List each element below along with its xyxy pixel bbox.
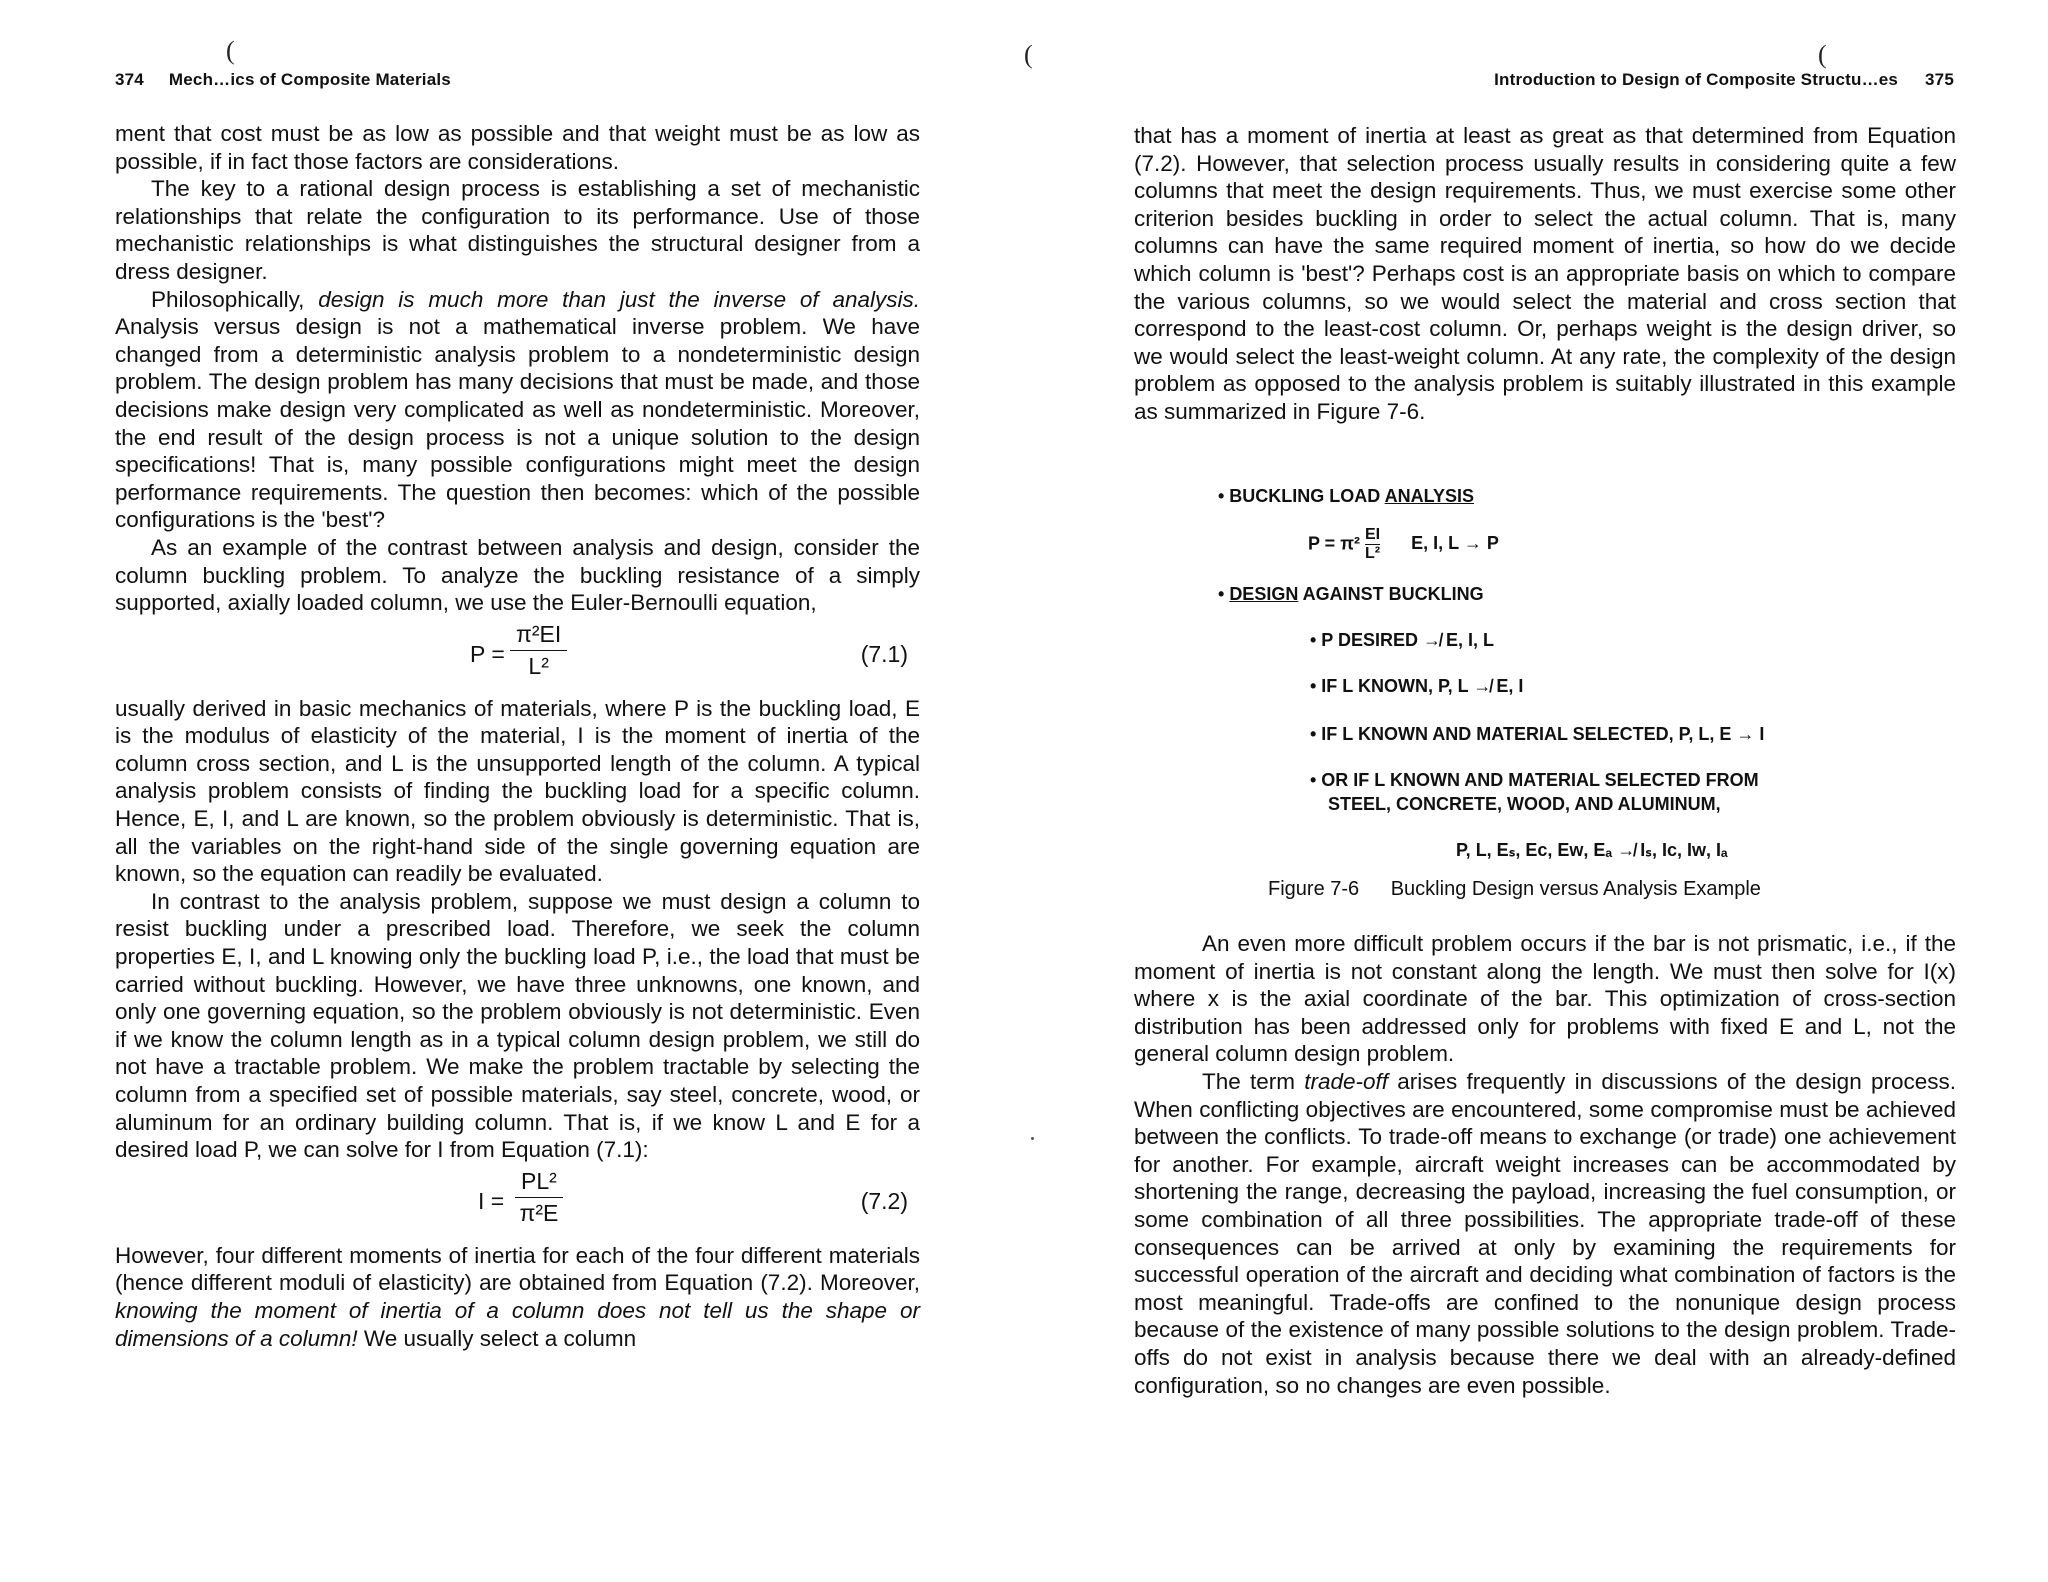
equation-denominator: π²E — [519, 1199, 559, 1226]
scan-mark: ( — [226, 36, 235, 65]
paragraph: usually derived in basic mechanics of materials, where P is the buckling load, E is the modulus of elasticity of the material, I is the moment of inertia of the column cross section, and L is the unsupported length of the column. A typical analysis problem consists of finding the buckling load for a specific column. Hence, E, I, and L are known, so the problem obviously is deterministic. That is, all the variables on the right-hand side of the single governing equation are known, so the equation can readily be evaluated. — [115, 695, 920, 887]
equation-fraction — [515, 1166, 563, 1228]
equation-lhs: I = — [478, 1187, 505, 1214]
right-page-number: 375 — [1925, 70, 1954, 89]
scan-mark: ( — [1818, 40, 1827, 69]
equation-fraction — [510, 619, 567, 681]
equation-denominator: L² — [528, 652, 549, 679]
emphasis-text: knowing the moment of inertia of a column does not tell us the shape or dimensions of a column! — [115, 1297, 920, 1351]
left-body-text — [115, 120, 920, 1352]
paragraph — [1134, 1068, 1956, 1399]
figure-line-analysis — [1218, 486, 1474, 507]
emphasis-text: trade-off — [1304, 1068, 1389, 1094]
paragraph — [115, 1242, 920, 1352]
caption-label: Figure 7-6 — [1268, 878, 1360, 900]
paragraph: that has a moment of inertia at least as great as that determined from Equation (7.2). However, that selection process usually results in considering quite a few columns that meet the design requirements. Thus, we must exercise some other criterion besides buckling in order to select the actual column. That is, many columns can have the same required moment of inertia, so how do we decide which column is 'best'? Perhaps cost is an appropriate basis on which to compare the various columns, so we would select the material and cross section that correspond to the least-cost column. Or, perhaps weight is the design driver, so we would select the least-weight column. At any rate, the complexity of the design problem as opposed to the analysis problem is suitably illustrated in this example as summarized in Figure 7-6. — [1134, 123, 1956, 424]
left-header-title: Mech…ics of Composite Materials — [168, 70, 451, 89]
figure-item: • P DESIRED ↛ E, I, L — [1310, 630, 1495, 650]
formula-fraction — [1365, 526, 1380, 563]
equation-7-2 — [115, 1166, 920, 1240]
figure-formula — [1308, 526, 1499, 563]
right-body-text-lower — [1134, 930, 1956, 1399]
paragraph: ment that cost must be as low as possible and that weight must be as low as possible, if in fact those factors are considerations. — [115, 121, 920, 174]
paragraph: In contrast to the analysis problem, suppose we must design a column to resist buckling under a prescribed load. Therefore, we seek the column properties E, I, and L knowing only the buckling load P, i.e., the load that must be carried without buckling. However, we have three unknowns, one known, and only one governing equation, so the problem obviously is not deterministic. Even if we know the column length as in a typical column design problem, we still do not have a tractable problem. We make the problem tractable by selecting the column from a specified set of possible materials, say steel, concrete, wood, or aluminum for an ordinary building column. That is, if we know L and E for a desired load P, we can solve for I from Equation (7.1): — [115, 888, 920, 1163]
scan-mark: ( — [1024, 40, 1033, 69]
formula-rhs: E, I, L → P — [1411, 533, 1499, 554]
figure-caption — [1268, 878, 1761, 901]
figure-line-design — [1218, 584, 1484, 605]
figure-item: STEEL, CONCRETE, WOOD, AND ALUMINUM, — [1328, 794, 1721, 814]
text-run: arises frequently in discussions of the design process. When conflicting objectives are encountered, some compromise must be achieved between the conflicts. To trade-off means to exchange (or trade) one achievement for another. For example, aircraft weight increases can be accommodated by shortening the range, decreasing the payload, increasing the fuel consumption, or some combination of all three possibilities. The appropriate trade-off of these consequences can be arrived at only by examining the requirements for successful operation of the aircraft and deciding what combination of factors is the most meaningful. Trade-offs are confined to the nonunique design process because of the existence of many possible solutions to the design problem. Trade-offs do not exist in analysis because there we deal with an already-defined configuration, so no changes are even possible. — [1134, 1068, 1956, 1398]
figure-text: • BUCKLING LOAD — [1218, 486, 1385, 506]
formula-lhs: P = π² — [1308, 533, 1360, 554]
paragraph: An even more difficult problem occurs if the bar is not prismatic, i.e., if the moment of inertia is not constant along the length. We must then solve for I(x) where x is the axial coordinate of the bar. This optimization of cross-section distribution has been addressed only for problems with fixed E and L, not the general column design problem. — [1134, 931, 1956, 1067]
right-header-title: Introduction to Design of Composite Structu…es — [1494, 70, 1899, 89]
equation-number: (7.2) — [860, 1187, 908, 1214]
formula-numerator: EI — [1365, 526, 1381, 543]
caption-text: Buckling Design versus Analysis Example — [1390, 878, 1761, 900]
figure-underlined-text: ANALYSIS — [1384, 486, 1474, 506]
equation-numerator: PL² — [515, 1166, 563, 1198]
figure-final-line: P, L, Eₛ, Eᴄ, Eᴡ, Eₐ ↛ Iₛ, Iᴄ, Iᴡ, Iₐ — [1456, 840, 1728, 860]
scan-speck — [1031, 1137, 1034, 1140]
right-body-text — [1134, 122, 1956, 426]
text-run: Analysis versus design is not a mathematical inverse problem. We have changed from a deterministic analysis problem to a nondeterministic design problem. The design problem has many decisions that must be made, and those decisions make design very complicated as well as nondeterministic. Moreover, the end result of the design process is not a unique solution to the design specifications! That is, many possible configurations might meet the design performance requirements. The question then becomes: which of the possible configurations is the 'best'? — [115, 314, 920, 533]
left-page-number: 374 — [115, 70, 144, 89]
equation-numerator: π²EI — [510, 619, 567, 651]
emphasis-text: design is much more than just the inverse of analysis. — [318, 286, 920, 312]
equation-number: (7.1) — [860, 640, 908, 667]
text-run: However, four different moments of inertia for each of the four different materials (hence different moduli of elasticity) are obtained from Equation (7.2). Moreover, — [115, 1242, 920, 1296]
right-running-head — [1494, 70, 1954, 90]
text-run: Philosophically, — [151, 286, 319, 312]
equation-7-1 — [115, 619, 920, 693]
figure-text: AGAINST BUCKLING — [1298, 584, 1484, 604]
text-run: The term — [1202, 1068, 1305, 1094]
text-run: We usually select a column — [357, 1325, 637, 1351]
paragraph: As an example of the contrast between analysis and design, consider the column buckling problem. To analyze the buckling resistance of a simply supported, axially loaded column, we use the Euler-Bernoulli equation, — [115, 534, 920, 616]
figure-underlined-text: DESIGN — [1229, 584, 1299, 604]
figure-item: • OR IF L KNOWN AND MATERIAL SELECTED FROM — [1310, 770, 1759, 790]
left-running-head — [115, 70, 451, 90]
paragraph: The key to a rational design process is establishing a set of mechanistic relationships that relate the configuration to its performance. Use of those mechanistic relationships is what distinguishes the structural designer from a dress designer. — [115, 176, 920, 284]
formula-denominator: L² — [1365, 545, 1381, 562]
right-page — [1024, 0, 2048, 1582]
figure-text: • — [1218, 584, 1230, 604]
figure-item: • IF L KNOWN AND MATERIAL SELECTED, P, L, E → I — [1310, 724, 1765, 744]
equation-lhs: P = — [470, 640, 505, 667]
paragraph — [115, 286, 920, 534]
figure-item: • IF L KNOWN, P, L ↛ E, I — [1310, 676, 1524, 696]
